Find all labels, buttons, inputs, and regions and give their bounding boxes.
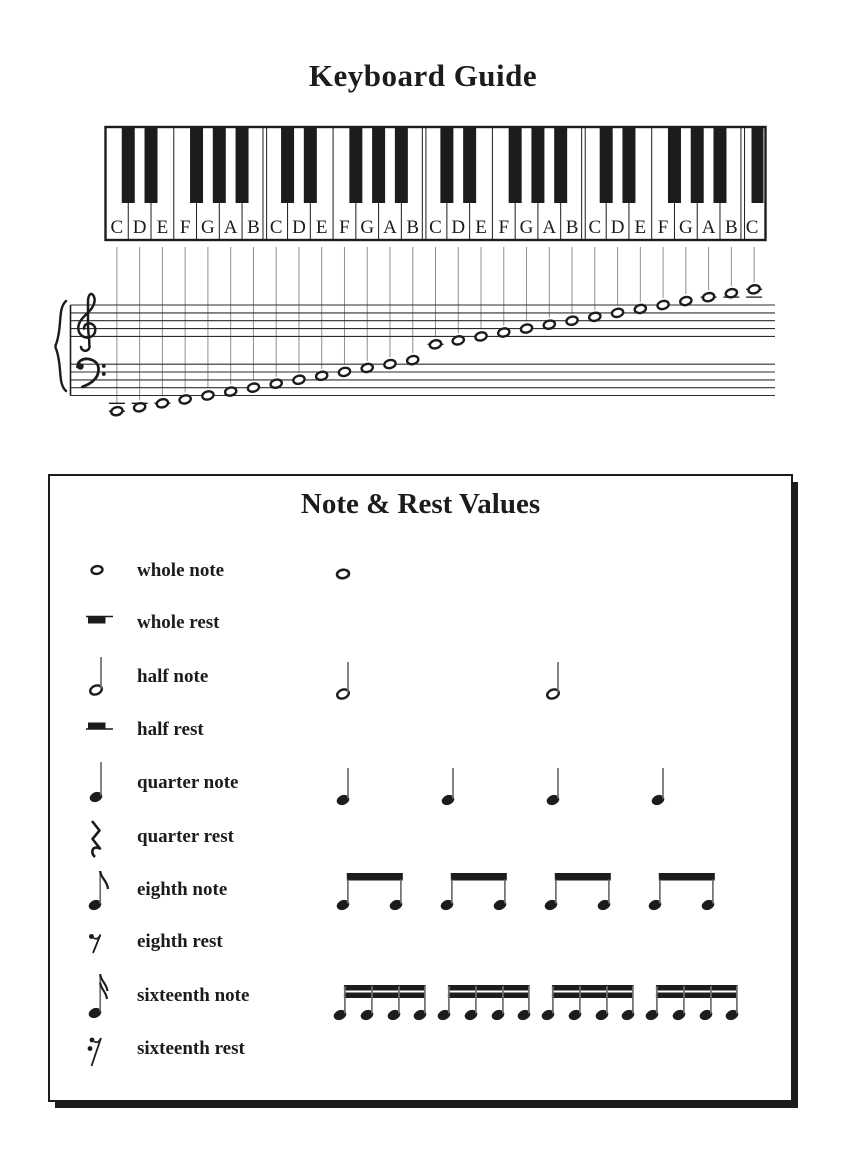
key-label: E	[156, 217, 169, 238]
keyboard-and-staff-diagram	[0, 0, 864, 460]
sixteenth-beam	[552, 993, 634, 999]
row-label-eighth-rest: eighth rest	[137, 931, 223, 953]
key-label: E	[315, 217, 328, 238]
key-label: D	[451, 217, 466, 238]
black-key	[372, 127, 385, 203]
sixteenth-beam	[656, 985, 738, 991]
sixteenth-beam	[656, 993, 738, 999]
bass-clef-curve	[78, 359, 99, 387]
key-label: C	[110, 217, 124, 238]
whole-note-glyph	[702, 292, 715, 303]
row-label-half-rest: half rest	[137, 719, 204, 741]
key-label: F	[498, 217, 510, 238]
bass-clef	[77, 359, 105, 387]
whole-note-glyph	[110, 406, 123, 417]
key-label: D	[292, 217, 306, 238]
quarter-rest-glyph	[92, 821, 100, 857]
whole-note-glyph	[748, 284, 761, 295]
row-label-whole-rest: whole rest	[137, 612, 220, 634]
value-row-whole-rest	[86, 617, 113, 624]
key-labels	[111, 217, 759, 238]
black-key	[554, 127, 567, 203]
whole-note-glyph	[292, 374, 305, 385]
key-label: A	[701, 217, 716, 238]
row-label-sixteenth-note: sixteenth note	[137, 985, 250, 1007]
note-rest-values-box	[48, 474, 793, 1102]
black-key	[122, 127, 135, 203]
whole-note-glyph	[383, 359, 396, 370]
value-row-half-rest	[86, 723, 113, 730]
key-label: A	[542, 217, 557, 238]
black-key	[531, 127, 544, 203]
sixteenth-beam	[448, 985, 530, 991]
row-label-eighth-note: eighth note	[137, 879, 228, 901]
key-label: G	[519, 217, 534, 238]
black-key	[349, 127, 362, 203]
row-label-whole-note: whole note	[137, 560, 225, 582]
black-key-partial	[752, 127, 764, 203]
black-key	[236, 127, 249, 203]
key-label: G	[678, 217, 693, 238]
black-key	[304, 127, 317, 203]
black-key	[281, 127, 294, 203]
key-label: B	[247, 217, 260, 238]
value-row-sixteenth-rest	[88, 1038, 101, 1066]
key-label: F	[179, 217, 191, 238]
value-row-quarter-rest	[92, 821, 100, 857]
sixteenth-rest-dot	[88, 1046, 93, 1051]
black-key	[440, 127, 453, 203]
sixteenth-beam	[344, 985, 426, 991]
row-label-quarter-note: quarter note	[137, 772, 239, 794]
black-key	[509, 127, 522, 203]
key-label: B	[725, 217, 738, 238]
whole-rest-bar	[88, 617, 106, 624]
black-key	[190, 127, 203, 203]
sixteenth-beam	[448, 993, 530, 999]
key-label: D	[132, 217, 147, 238]
whole-note-glyph	[91, 565, 103, 574]
whole-note-glyph	[657, 300, 670, 311]
key-label: D	[610, 217, 625, 238]
black-key	[668, 127, 681, 203]
whole-note-glyph	[429, 339, 442, 350]
eighth-beam	[555, 873, 611, 881]
key-label: C	[269, 217, 283, 238]
black-key	[600, 127, 613, 203]
values-box-title: Note & Rest Values	[300, 488, 541, 520]
black-key	[213, 127, 226, 203]
eighth-beam	[659, 873, 715, 881]
key-label: C	[429, 217, 442, 238]
value-row-eighth-rest	[89, 934, 101, 953]
sixteenth-rest-dot	[90, 1038, 95, 1043]
key-label: E	[634, 217, 647, 238]
row-label-half-note: half note	[137, 666, 209, 688]
key-label: B	[565, 217, 579, 238]
key-label: C	[588, 217, 602, 238]
whole-note-glyph	[156, 398, 169, 409]
whole-note-glyph	[201, 390, 214, 401]
treble-clef	[78, 294, 95, 351]
whole-note-glyph	[475, 331, 488, 342]
bass-clef-dot	[102, 372, 106, 376]
eighth-rest-dot	[89, 934, 94, 939]
key-label: F	[339, 217, 350, 238]
key-label: A	[223, 217, 238, 238]
key-label: G	[360, 217, 375, 238]
black-key	[713, 127, 726, 203]
black-key	[622, 127, 635, 203]
whole-note-glyph	[247, 382, 260, 393]
black-key	[691, 127, 704, 203]
key-label: F	[657, 217, 669, 238]
whole-note-glyph	[520, 323, 533, 334]
row-label-sixteenth-rest: sixteenth rest	[137, 1038, 245, 1060]
black-key	[145, 127, 158, 203]
bass-clef-dot	[102, 364, 106, 368]
black-key	[463, 127, 476, 203]
key-label: C	[745, 217, 759, 238]
sixteenth-beam	[344, 993, 426, 999]
eighth-beam	[347, 873, 403, 881]
row-label-quarter-rest: quarter rest	[137, 826, 234, 848]
page-title: Keyboard Guide	[308, 58, 538, 93]
key-label: E	[475, 217, 487, 238]
whole-note-glyph	[336, 569, 349, 579]
black-key	[395, 127, 408, 203]
sixteenth-beam	[552, 985, 634, 991]
whole-note-glyph	[566, 315, 579, 326]
eighth-flag	[100, 871, 108, 889]
key-label: A	[383, 217, 397, 238]
eighth-rest-tail	[93, 935, 101, 954]
key-label: B	[406, 217, 420, 238]
half-rest-bar	[88, 723, 106, 730]
key-label: G	[201, 217, 215, 238]
system-brace	[56, 301, 67, 391]
whole-note-glyph	[611, 308, 624, 319]
key-to-note-connectors	[117, 247, 754, 404]
whole-note-glyph	[338, 367, 351, 378]
eighth-beam	[451, 873, 507, 881]
grand-staff-lines	[71, 305, 776, 396]
